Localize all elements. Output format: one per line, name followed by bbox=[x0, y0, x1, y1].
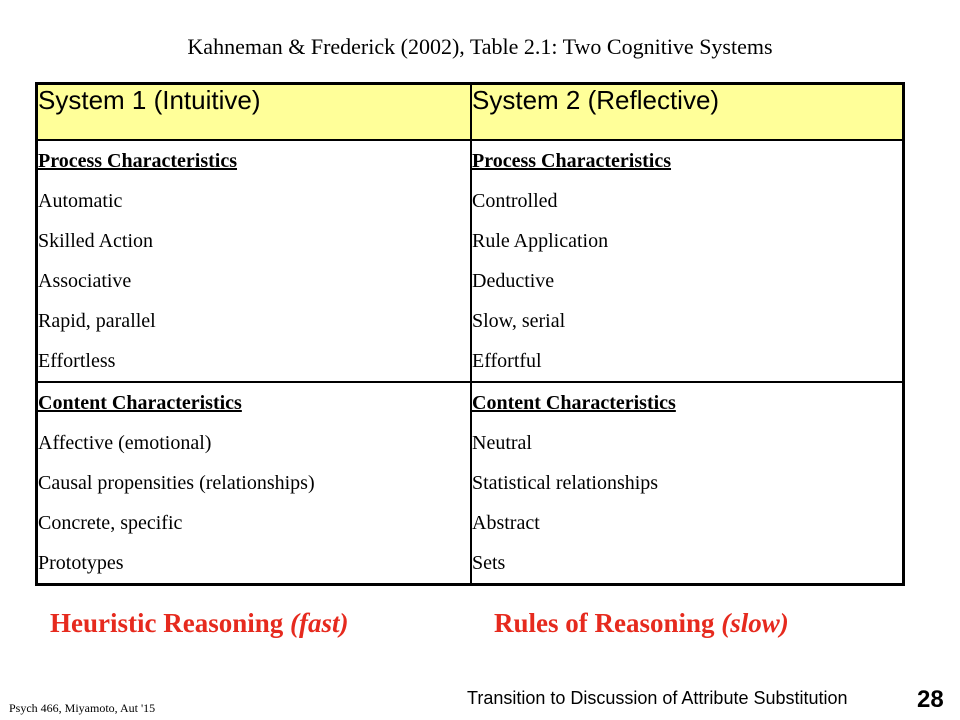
content-title-system-1: Content Characteristics bbox=[38, 392, 242, 414]
list-item: Deductive bbox=[472, 270, 555, 292]
content-cell-system-1 bbox=[37, 382, 472, 585]
list-item: Affective (emotional) bbox=[38, 432, 212, 454]
content-row bbox=[37, 382, 904, 585]
list-item: Neutral bbox=[472, 432, 532, 454]
list-item: Concrete, specific bbox=[38, 512, 183, 534]
list-item: Rapid, parallel bbox=[38, 310, 156, 332]
heuristic-reasoning-text: Heuristic Reasoning bbox=[50, 608, 290, 638]
heuristic-reasoning-label bbox=[50, 608, 348, 639]
transition-footer: Transition to Discussion of Attribute Substitution bbox=[467, 688, 848, 708]
header-system-1: System 1 (Intuitive) bbox=[37, 84, 472, 141]
process-cell-system-2 bbox=[471, 140, 904, 382]
cognitive-systems-table bbox=[35, 82, 905, 586]
list-item: Causal propensities (relationships) bbox=[38, 472, 315, 494]
list-item: Automatic bbox=[38, 190, 123, 212]
process-cell-system-1 bbox=[37, 140, 472, 382]
content-title-system-2: Content Characteristics bbox=[472, 392, 676, 414]
page-number: 28 bbox=[917, 686, 944, 713]
process-title-system-1: Process Characteristics bbox=[38, 150, 238, 172]
slow-label: (slow) bbox=[721, 608, 789, 638]
table-header-row bbox=[37, 84, 904, 141]
list-item: Effortless bbox=[38, 350, 116, 372]
process-row bbox=[37, 140, 904, 382]
process-title-system-2: Process Characteristics bbox=[472, 150, 672, 172]
list-item: Abstract bbox=[472, 512, 540, 534]
content-cell-system-2 bbox=[471, 382, 904, 585]
list-item: Controlled bbox=[472, 190, 558, 212]
slide-title: Kahneman & Frederick (2002), Table 2.1: Two Cognitive Systems bbox=[187, 34, 773, 59]
list-item: Prototypes bbox=[38, 552, 124, 574]
list-item: Skilled Action bbox=[38, 230, 153, 252]
list-item: Associative bbox=[38, 270, 132, 292]
course-footer: Psych 466, Miyamoto, Aut '15 bbox=[9, 701, 156, 715]
fast-label: (fast) bbox=[290, 608, 349, 638]
rules-of-reasoning-text: Rules of Reasoning bbox=[494, 608, 722, 638]
header-system-2: System 2 (Reflective) bbox=[471, 84, 904, 141]
list-item: Sets bbox=[472, 552, 506, 574]
rules-of-reasoning-label bbox=[494, 608, 789, 639]
list-item: Statistical relationships bbox=[472, 472, 659, 494]
list-item: Effortful bbox=[472, 350, 542, 372]
list-item: Slow, serial bbox=[472, 310, 566, 332]
list-item: Rule Application bbox=[472, 230, 609, 252]
